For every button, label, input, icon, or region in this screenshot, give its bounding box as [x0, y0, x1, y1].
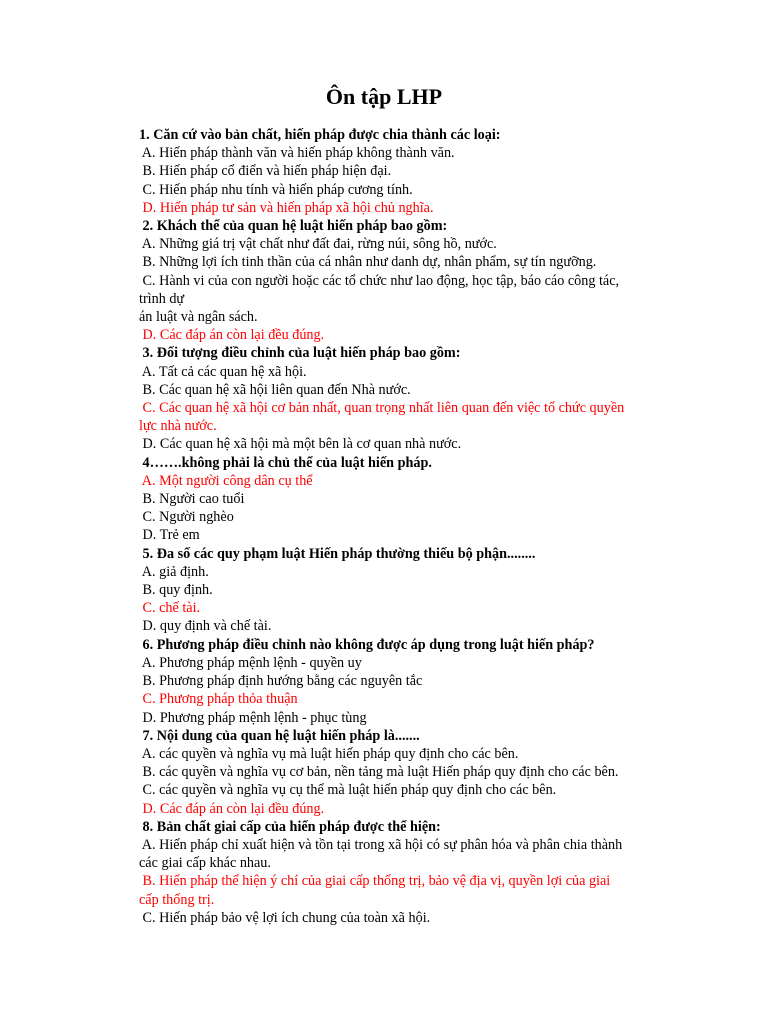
option-line: A. giả định.	[139, 563, 209, 580]
option-line: B. quy định.	[139, 582, 213, 599]
option-line: D. Trẻ em	[139, 527, 200, 544]
option-line: D. Các quan hệ xã hội mà một bên là cơ quan nhà nước.	[139, 436, 462, 453]
option-line: các giai cấp khác nhau.	[139, 855, 271, 872]
question-line: 3. Đối tượng điều chỉnh của luật hiến pháp bao gồm:	[139, 345, 461, 362]
question-line: 1. Căn cứ vào bản chất, hiến pháp được chia thành các loại:	[139, 127, 501, 143]
option-line: D. Phương pháp mệnh lệnh - phục tùng	[139, 709, 367, 726]
correct-answer-line: B. Hiến pháp thể hiện ý chí của giai cấp thống trị, bảo vệ địa vị, quyền lợi của giai	[139, 873, 611, 890]
option-line: B. Những lợi ích tinh thần của cá nhân như danh dự, nhân phẩm, sự tín ngưỡng.	[139, 254, 597, 271]
correct-answer-line: C. Phương pháp thỏa thuận	[139, 691, 298, 708]
correct-answer-line: A. Một người công dân cụ thể	[139, 472, 313, 489]
option-line: B. Hiến pháp cổ điển và hiến pháp hiện đại.	[139, 163, 392, 180]
correct-answer-line: cấp thống trị.	[139, 891, 215, 908]
option-line: án luật và ngân sách.	[139, 309, 258, 326]
question-line: 6. Phương pháp điều chỉnh nào không được áp dụng trong luật hiến pháp?	[139, 636, 595, 653]
correct-answer-line: C. chế tài.	[139, 600, 201, 617]
option-line: C. các quyền và nghĩa vụ cụ thể mà luật hiến pháp quy định cho các bên.	[139, 782, 557, 799]
option-line: A. Những giá trị vật chất như đất đai, rừng núi, sông hồ, nước.	[139, 236, 497, 253]
option-line: A. các quyền và nghĩa vụ mà luật hiến pháp quy định cho các bên.	[139, 745, 519, 762]
correct-answer-line: D. Các đáp án còn lại đều đúng.	[139, 800, 325, 817]
option-line: C. Người nghèo	[139, 509, 234, 526]
quiz-content	[139, 126, 679, 927]
question-line: 7. Nội dung của quan hệ luật hiến pháp là.......	[139, 727, 420, 744]
question-line: 2. Khách thể của quan hệ luật hiến pháp bao gồm:	[139, 218, 448, 235]
question-line: 4…….không phải là chủ thể của luật hiến pháp.	[139, 454, 432, 471]
option-line: trình dự	[139, 290, 185, 307]
question-line: 8. Bản chất giai cấp của hiến pháp được thể hiện:	[139, 818, 441, 835]
question-line: 5. Đa số các quy phạm luật Hiến pháp thường thiếu bộ phận........	[139, 545, 536, 562]
correct-answer-line: C. Các quan hệ xã hội cơ bản nhất, quan trọng nhất liên quan đến việc tổ chức quyền	[139, 400, 625, 417]
option-line: B. các quyền và nghĩa vụ cơ bản, nền tảng mà luật Hiến pháp quy định cho các bên.	[139, 764, 619, 781]
option-line: A. Phương pháp mệnh lệnh - quyền uy	[139, 654, 362, 671]
correct-answer-line: D. Các đáp án còn lại đều đúng.	[139, 327, 325, 344]
option-line: A. Hiến pháp thành văn và hiến pháp không thành văn.	[139, 145, 455, 162]
option-line: C. Hiến pháp nhu tính và hiến pháp cương tính.	[139, 181, 413, 198]
correct-answer-line: lực nhà nước.	[139, 418, 217, 435]
option-line: B. Người cao tuổi	[139, 491, 245, 508]
option-line: A. Hiến pháp chỉ xuất hiện và tồn tại trong xã hội có sự phân hóa và phân chia thành	[139, 836, 623, 853]
correct-answer-line: D. Hiến pháp tư sản và hiến pháp xã hội chủ nghĩa.	[139, 199, 434, 216]
option-line: B. Phương pháp định hướng bằng các nguyên tắc	[139, 673, 423, 690]
option-line: C. Hành vi của con người hoặc các tổ chức như lao động, học tập, báo cáo công tác,	[139, 272, 620, 289]
page-title: Ôn tập LHP	[325, 84, 443, 109]
option-line: B. Các quan hệ xã hội liên quan đến Nhà nước.	[139, 381, 411, 398]
option-line: A. Tất cả các quan hệ xã hội.	[139, 363, 307, 380]
option-line: D. quy định và chế tài.	[139, 618, 272, 635]
option-line: C. Hiến pháp bảo vệ lợi ích chung của toàn xã hội.	[139, 909, 431, 926]
